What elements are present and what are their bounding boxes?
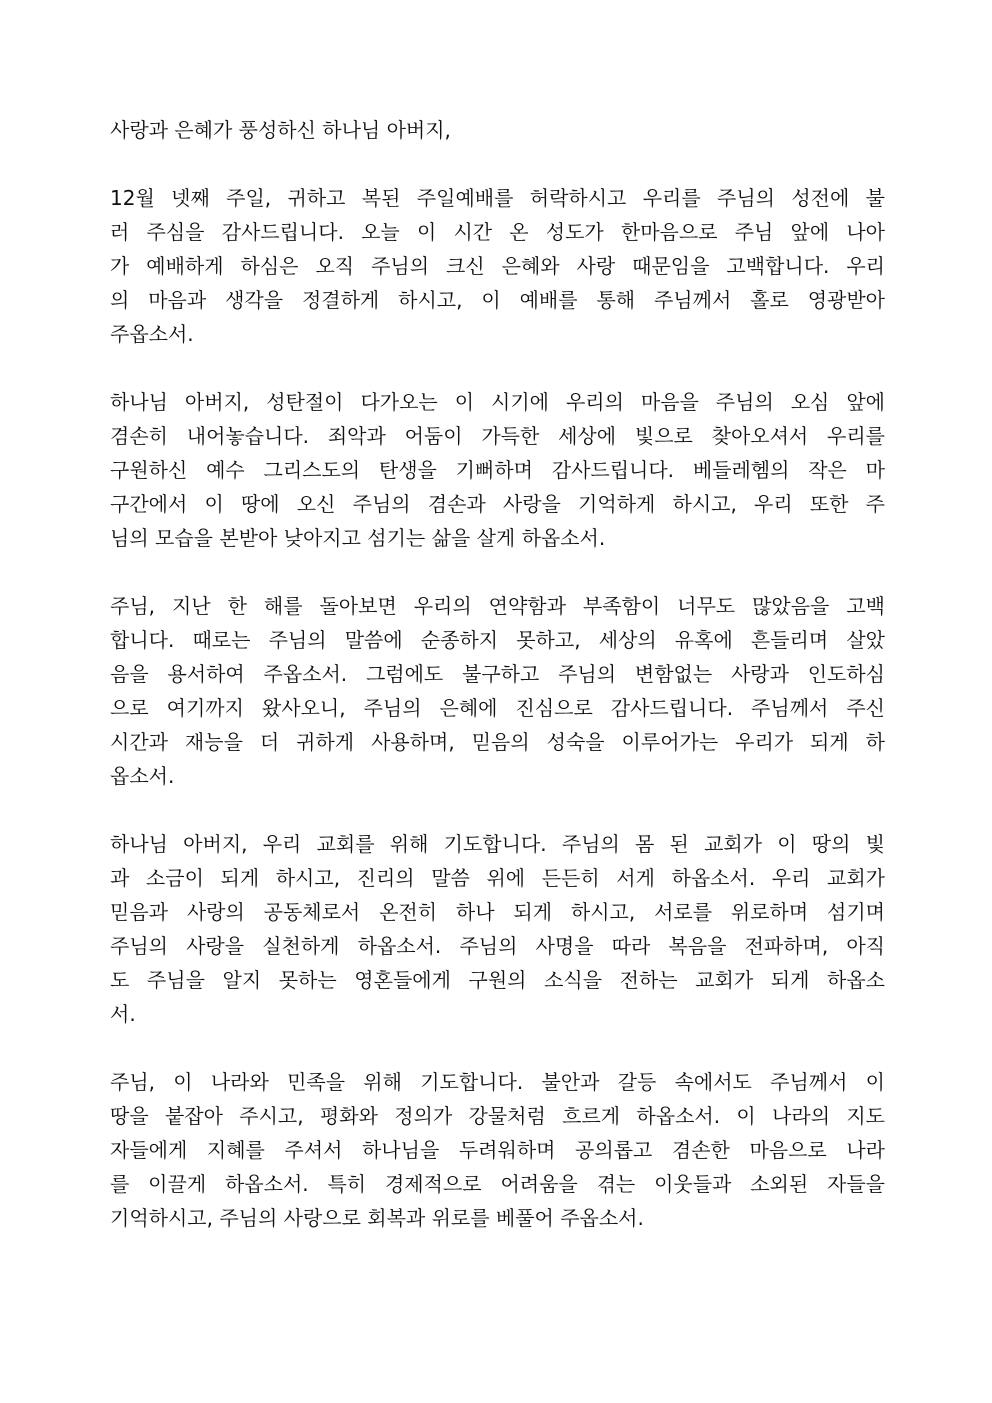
paragraph-5-line-5: 도 주님을 알지 못하는 영혼들에게 구원의 소식을 전하는 교회가 되게 하옵소 [110,968,885,992]
paragraph-5-line-6: 서. [110,1002,136,1026]
paragraph-4-line-1: 주님, 지난 한 해를 돌아보면 우리의 연약함과 부족함이 너무도 많았음을 고백 [110,594,885,618]
paragraph-6-line-1: 주님, 이 나라와 민족을 위해 기도합니다. 불안과 갈등 속에서도 주님께서 이 [110,1070,885,1094]
paragraph-3-line-2: 겸손히 내어놓습니다. 죄악과 어둠이 가득한 세상에 빛으로 찾아오셔서 우리를 [110,424,885,448]
paragraph-3-line-1: 하나님 아버지, 성탄절이 다가오는 이 시기에 우리의 마음을 주님의 오심 앞에 [110,390,885,414]
paragraph-2-line-4: 의 마음과 생각을 정결하게 하시고, 이 예배를 통해 주님께서 홀로 영광받아 [110,288,885,312]
paragraph-1-line-1: 사랑과 은혜가 풍성하신 하나님 아버지, [110,118,451,142]
paragraph-4-line-5: 시간과 재능을 더 귀하게 사용하며, 믿음의 성숙을 이루어가는 우리가 되게 하 [110,730,885,754]
paragraph-3-line-4: 구간에서 이 땅에 오신 주님의 겸손과 사랑을 기억하게 하시고, 우리 또한 주 [110,492,885,516]
paragraph-gap [110,147,885,181]
paragraph-5-line-2: 과 소금이 되게 하시고, 진리의 말씀 위에 든든히 서게 하옵소서. 우리 교회가 [110,866,885,890]
paragraph-5-line-1: 하나님 아버지, 우리 교회를 위해 기도합니다. 주님의 몸 된 교회가 이 땅의 빛 [110,832,885,856]
paragraph-2-line-2: 러 주심을 감사드립니다. 오늘 이 시간 온 성도가 한마음으로 주님 앞에 나아 [110,220,885,244]
paragraph-5-line-3: 믿음과 사랑의 공동체로서 온전히 하나 되게 하시고, 서로를 위로하며 섬기며 [110,900,885,924]
paragraph-gap [110,351,885,385]
paragraph-4-line-2: 합니다. 때로는 주님의 말씀에 순종하지 못하고, 세상의 유혹에 흔들리며 살았 [110,628,885,652]
paragraph-2-line-5: 주옵소서. [110,322,194,346]
paragraph-gap [110,793,885,827]
paragraph-3-line-3: 구원하신 예수 그리스도의 탄생을 기뻐하며 감사드립니다. 베들레헴의 작은 마 [110,458,885,482]
paragraph-4-line-6: 옵소서. [110,764,175,788]
paragraph-6-line-3: 자들에게 지혜를 주셔서 하나님을 두려워하며 공의롭고 겸손한 마음으로 나라 [110,1138,885,1162]
paragraph-3-line-5: 님의 모습을 본받아 낮아지고 섬기는 삶을 살게 하옵소서. [110,526,606,550]
paragraph-6-line-2: 땅을 붙잡아 주시고, 평화와 정의가 강물처럼 흐르게 하옵소서. 이 나라의 지도 [110,1104,885,1128]
paragraph-4-line-3: 음을 용서하여 주옵소서. 그럼에도 불구하고 주님의 변함없는 사랑과 인도하심 [110,662,885,686]
paragraph-gap [110,1031,885,1065]
paragraph-6-line-4: 를 이끌게 하옵소서. 특히 경제적으로 어려움을 겪는 이웃들과 소외된 자들을 [110,1172,885,1196]
paragraph-4-line-4: 으로 여기까지 왔사오니, 주님의 은혜에 진심으로 감사드립니다. 주님께서 주신 [110,696,885,720]
prayer-text [110,113,885,1235]
paragraph-2-line-1: 12월 넷째 주일, 귀하고 복된 주일예배를 허락하시고 우리를 주님의 성전에 불 [110,186,885,210]
paragraph-6-line-5: 기억하시고, 주님의 사랑으로 회복과 위로를 베풀어 주옵소서. [110,1206,644,1230]
paragraph-gap [110,555,885,589]
paragraph-5-line-4: 주님의 사랑을 실천하게 하옵소서. 주님의 사명을 따라 복음을 전파하며, 아직 [110,934,885,958]
paragraph-2-line-3: 가 예배하게 하심은 오직 주님의 크신 은혜와 사랑 때문임을 고백합니다. 우리 [110,254,885,278]
